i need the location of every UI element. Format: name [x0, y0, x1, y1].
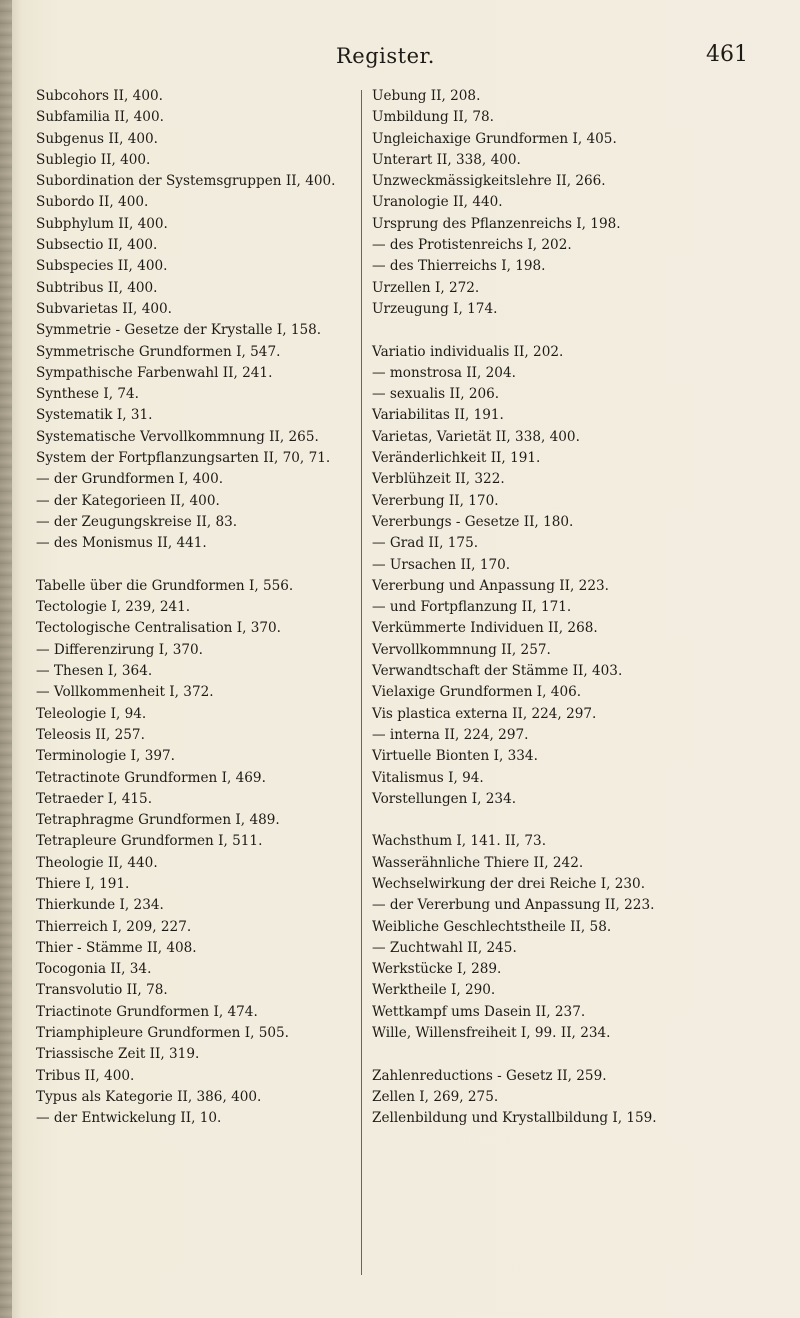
index-entry: Tetraeder I, 415. — [36, 790, 153, 807]
index-column-right — [372, 86, 782, 1130]
index-entry: Varietas, Varietät II, 338, 400. — [372, 428, 580, 445]
index-entry: — der Kategorieen II, 400. — [36, 492, 220, 509]
index-entry: — des Protistenreichs I, 202. — [372, 237, 572, 254]
index-entry: Verblühzeit II, 322. — [372, 471, 505, 488]
index-entry: — Vollkommenheit I, 372. — [36, 684, 214, 701]
index-entry: Virtuelle Bionten I, 334. — [372, 748, 538, 765]
index-entry: Sublegio II, 400. — [36, 151, 151, 168]
index-entry: Vererbung II, 170. — [372, 492, 499, 509]
index-entry: Tectologie I, 239, 241. — [36, 599, 191, 616]
index-entry: Zellen I, 269, 275. — [372, 1088, 499, 1105]
index-entry: — Ursachen II, 170. — [372, 556, 511, 573]
index-entry: Subphylum II, 400. — [36, 215, 168, 232]
index-entry: Thierkunde I, 234. — [36, 897, 164, 914]
index-entry: Subcohors II, 400. — [36, 88, 163, 104]
index-entry: Terminologie I, 397. — [36, 748, 175, 765]
index-entry: Thier - Stämme II, 408. — [36, 939, 197, 956]
index-entry: — der Vererbung und Anpassung II, 223. — [372, 897, 655, 914]
group-gap — [372, 1044, 782, 1065]
index-entry: Symmetrie - Gesetze der Krystalle I, 158. — [36, 322, 322, 339]
index-entry: System der Fortpflanzungsarten II, 70, 71. — [36, 450, 331, 467]
index-entry: Vielaxige Grundformen I, 406. — [372, 684, 582, 701]
index-entry: Vorstellungen I, 234. — [372, 790, 517, 807]
index-entry: — monstrosa II, 204. — [372, 364, 516, 381]
index-entry: Wille, Willensfreiheit I, 99. II, 234. — [372, 1025, 611, 1042]
index-entry: Subspecies II, 400. — [36, 258, 168, 275]
index-entry: Tocogonia II, 34. — [36, 961, 152, 978]
index-entry: Wettkampf ums Dasein II, 237. — [372, 1003, 586, 1020]
index-entry: Vererbungs - Gesetze II, 180. — [372, 513, 574, 530]
index-entry: Vervollkommnung II, 257. — [372, 641, 551, 658]
index-entry: Thierreich I, 209, 227. — [36, 918, 192, 935]
index-entry: Uebung II, 208. — [372, 88, 481, 104]
index-entry: — Differenzirung I, 370. — [36, 641, 203, 658]
index-entry: Ursprung des Pflanzenreichs I, 198. — [372, 215, 621, 232]
index-entry: Urzeugung I, 174. — [372, 300, 498, 317]
index-entry: Systematische Vervollkommnung II, 265. — [36, 428, 319, 445]
index-entry: Tribus II, 400. — [36, 1067, 135, 1084]
index-entry: — und Fortpflanzung II, 171. — [372, 599, 572, 616]
index-entry: Verkümmerte Individuen II, 268. — [372, 620, 598, 637]
index-entry: — sexualis II, 206. — [372, 386, 500, 403]
group-gap — [372, 320, 782, 341]
index-entry: — der Grundformen I, 400. — [36, 471, 224, 488]
running-header — [0, 44, 800, 84]
index-entry: Triamphipleure Grundformen I, 505. — [36, 1025, 289, 1042]
index-entry: Typus als Kategorie II, 386, 400. — [36, 1088, 262, 1105]
index-entry: Triactinote Grundformen I, 474. — [36, 1003, 258, 1020]
index-entry: Ungleichaxige Grundformen I, 405. — [372, 130, 617, 147]
page-number: 461 — [706, 42, 748, 67]
index-entry: Umbildung II, 78. — [372, 109, 494, 126]
index-entry: Sympathische Farbenwahl II, 241. — [36, 364, 273, 381]
index-entry: Werkstücke I, 289. — [372, 961, 502, 978]
group-gap — [36, 555, 354, 576]
index-entry: — des Monismus II, 441. — [36, 535, 207, 552]
index-entry: Subordo II, 400. — [36, 194, 149, 211]
index-entry: Subgenus II, 400. — [36, 130, 158, 147]
index-entry: Subtribus II, 400. — [36, 279, 158, 296]
page-binding-edge — [0, 0, 12, 1318]
index-column-left — [36, 86, 354, 1130]
index-entry: Subvarietas II, 400. — [36, 300, 172, 317]
index-entry: Uranologie II, 440. — [372, 194, 503, 211]
index-entry: Tectologische Centralisation I, 370. — [36, 620, 281, 637]
index-entry: Triassische Zeit II, 319. — [36, 1046, 200, 1063]
index-entry: — der Entwickelung II, 10. — [36, 1110, 222, 1127]
index-entry: Tetractinote Grundformen I, 469. — [36, 769, 266, 786]
index-entry: Unterart II, 338, 400. — [372, 151, 521, 168]
index-entry: Symmetrische Grundformen I, 547. — [36, 343, 281, 360]
index-entry: Vitalismus I, 94. — [372, 769, 484, 786]
index-entry: Transvolutio II, 78. — [36, 982, 168, 999]
index-entry: Tabelle über die Grundformen I, 556. — [36, 577, 294, 594]
index-entry: Variabilitas II, 191. — [372, 407, 504, 424]
index-entry: — interna II, 224, 297. — [372, 726, 529, 743]
index-entry: Vererbung und Anpassung II, 223. — [372, 577, 609, 594]
index-entry: Subordination der Systemsgruppen II, 400. — [36, 173, 336, 190]
index-entry: Werktheile I, 290. — [372, 982, 496, 999]
index-entry: Vis plastica externa II, 224, 297. — [372, 705, 597, 722]
index-entry: Verwandtschaft der Stämme II, 403. — [372, 663, 623, 680]
index-entry: Unzweckmässigkeitslehre II, 266. — [372, 173, 606, 190]
index-entry: Zahlenreductions - Gesetz II, 259. — [372, 1067, 607, 1084]
index-entry: Variatio individualis II, 202. — [372, 343, 564, 360]
index-entry: Subsectio II, 400. — [36, 237, 158, 254]
group-gap — [372, 810, 782, 831]
index-entry: Thiere I, 191. — [36, 875, 130, 892]
index-entry: Teleosis II, 257. — [36, 726, 145, 743]
index-entry: — Thesen I, 364. — [36, 663, 153, 680]
index-entry: Theologie II, 440. — [36, 854, 158, 871]
index-entry: Weibliche Geschlechtstheile II, 58. — [372, 918, 612, 935]
running-title: Register. — [336, 44, 435, 68]
index-entry: Tetrapleure Grundformen I, 511. — [36, 833, 263, 850]
index-entry: — der Zeugungskreise II, 83. — [36, 513, 238, 530]
index-entry: Wechselwirkung der drei Reiche I, 230. — [372, 875, 646, 892]
index-entry: Synthese I, 74. — [36, 386, 139, 403]
index-entry: Wasserähnliche Thiere II, 242. — [372, 854, 584, 871]
index-entry: — des Thierreichs I, 198. — [372, 258, 546, 275]
index-entry: Urzellen I, 272. — [372, 279, 480, 296]
index-entry: — Zuchtwahl II, 245. — [372, 939, 517, 956]
index-entry: Systematik I, 31. — [36, 407, 153, 424]
index-entry: Subfamilia II, 400. — [36, 109, 164, 126]
column-divider — [361, 90, 362, 1275]
index-entry: Zellenbildung und Krystallbildung I, 159. — [372, 1110, 657, 1127]
index-entry: Tetraphragme Grundformen I, 489. — [36, 812, 280, 829]
index-entry: Wachsthum I, 141. II, 73. — [372, 833, 547, 850]
index-entry: — Grad II, 175. — [372, 535, 479, 552]
index-entry: Veränderlichkeit II, 191. — [372, 450, 541, 467]
index-entry: Teleologie I, 94. — [36, 705, 147, 722]
